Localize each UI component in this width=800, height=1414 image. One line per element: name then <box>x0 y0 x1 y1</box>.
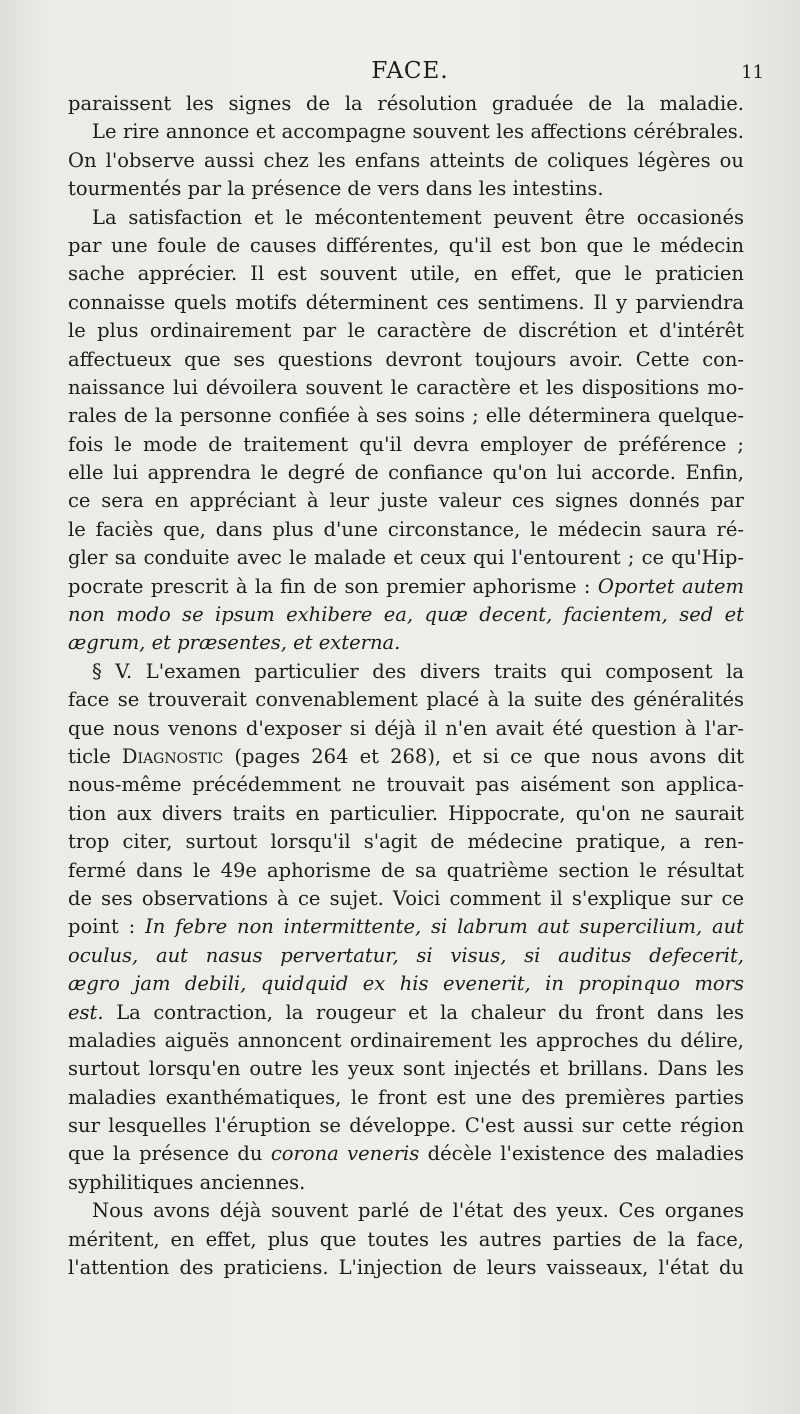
latin-quote: est. <box>68 1000 104 1024</box>
text-line: naissance lui dévoilera souvent le caractère et les dispositions mo- <box>68 375 744 399</box>
text-line: de ses observations à ce sujet. Voici comment il s'explique sur ce <box>68 886 744 910</box>
text-line: elle lui apprendra le degré de confiance qu'on lui accorde. Enfin, <box>68 461 744 485</box>
text-line: Le rire annonce et accompagne souvent les affections cérébrales. <box>92 120 744 144</box>
text-line: ce sera en appréciant à leur juste valeur ces signes donnés par <box>68 489 744 513</box>
running-head: FACE. <box>371 58 449 84</box>
text-line: maladies aiguës annoncent ordinairement les approches du délire, <box>68 1028 744 1052</box>
text-line: Nous avons déjà souvent parlé de l'état des yeux. Ces organes <box>92 1199 744 1223</box>
text-line: fois le mode de traitement qu'il devra employer de préférence ; <box>68 432 744 456</box>
text-run: point : <box>68 915 136 939</box>
text-line <box>68 999 744 1027</box>
text-line: l'attention des praticiens. L'injection de leurs vaisseaux, l'état du <box>68 1256 744 1280</box>
text-line: sur lesquelles l'éruption se développe. C'est aussi sur cette région <box>68 1114 744 1138</box>
text-line: face se trouverait convenablement placé à la suite des généralités <box>68 688 744 712</box>
text-line: tion aux divers traits en particulier. Hippocrate, qu'on ne saurait <box>68 801 744 825</box>
text-line: que nous venons d'exposer si déjà il n'en avait été question à l'ar- <box>68 716 744 740</box>
text-line: le faciès que, dans plus d'une circonstance, le médecin saura ré- <box>68 517 744 541</box>
text-line: syphilitiques anciennes. <box>68 1170 306 1194</box>
text-run: que la présence du <box>68 1142 263 1166</box>
text-run: décèle l'existence des maladies <box>427 1142 745 1166</box>
text-line: tourmentés par la présence de vers dans les intestins. <box>68 177 604 201</box>
cross-reference: Diagnostic <box>121 744 224 768</box>
text-line <box>68 743 744 771</box>
text-line: sache apprécier. Il est souvent utile, en effet, que le praticien <box>68 262 744 286</box>
text-line: rales de la personne confiée à ses soins ; elle déterminera quelque- <box>68 404 744 428</box>
text-line: trop citer, surtout lorsqu'il s'agit de médecine pratique, a ren- <box>68 830 744 854</box>
text-line: par une foule de causes différentes, qu'il est bon que le médecin <box>68 233 744 257</box>
latin-term: corona veneris <box>270 1142 420 1166</box>
text-run: La contraction, la rougeur et la chaleur du front dans les <box>116 1000 744 1024</box>
text-run: (pages 264 et 268), et si ce que nous avons dit <box>234 744 744 768</box>
latin-quote: In febre non intermittente, si labrum aut supercilium, aut <box>145 915 745 939</box>
text-line: nous-même précédemment ne trouvait pas aisément son applica- <box>68 773 744 797</box>
text-line: paraissent les signes de la résolution graduée de la maladie. <box>68 92 744 115</box>
latin-line: ægrum, et præsentes, et externa. <box>68 631 401 655</box>
text-line: méritent, en effet, plus que toutes les autres parties de la face, <box>68 1227 744 1251</box>
page-number: 11 <box>741 62 764 83</box>
text-line: affectueux que ses questions devront toujours avoir. Cette con- <box>68 347 744 371</box>
latin-quote: Oportet autem <box>597 574 745 598</box>
text-line: le plus ordinairement par le caractère de discrétion et d'intérêt <box>68 319 744 343</box>
page-body <box>68 90 744 1282</box>
text-line: maladies exanthématiques, le front est une des premières parties <box>68 1085 744 1109</box>
text-line: fermé dans le 49e aphorisme de sa quatrième section le résultat <box>68 858 744 882</box>
text-run: ticle <box>68 744 111 768</box>
page-header <box>70 56 764 88</box>
latin-line: non modo se ipsum exhibere ea, quæ decent, facientem, sed et <box>68 603 744 627</box>
text-line <box>68 1140 744 1168</box>
text-line: La satisfaction et le mécontentement peuvent être occasionés <box>92 205 744 229</box>
text-line: On l'observe aussi chez les enfans atteints de coliques légères ou <box>68 148 744 172</box>
latin-line: ægro jam debili, quidquid ex his evenerit, in propinquo mors <box>68 972 744 996</box>
section-heading-line: § V. L'examen particulier des divers traits qui composent la <box>92 659 744 683</box>
text-line: gler sa conduite avec le malade et ceux qui l'entourent ; ce qu'Hip- <box>68 546 744 570</box>
text-run: pocrate prescrit à la fin de son premier aphorisme : <box>68 574 591 598</box>
text-line: surtout lorsqu'en outre les yeux sont injectés et brillans. Dans les <box>68 1057 744 1081</box>
text-line: connaisse quels motifs déterminent ces sentimens. Il y parviendra <box>68 290 744 314</box>
text-line <box>68 913 744 941</box>
text-line <box>68 573 744 601</box>
latin-line: oculus, aut nasus pervertatur, si visus, si auditus defecerit, <box>68 943 744 967</box>
